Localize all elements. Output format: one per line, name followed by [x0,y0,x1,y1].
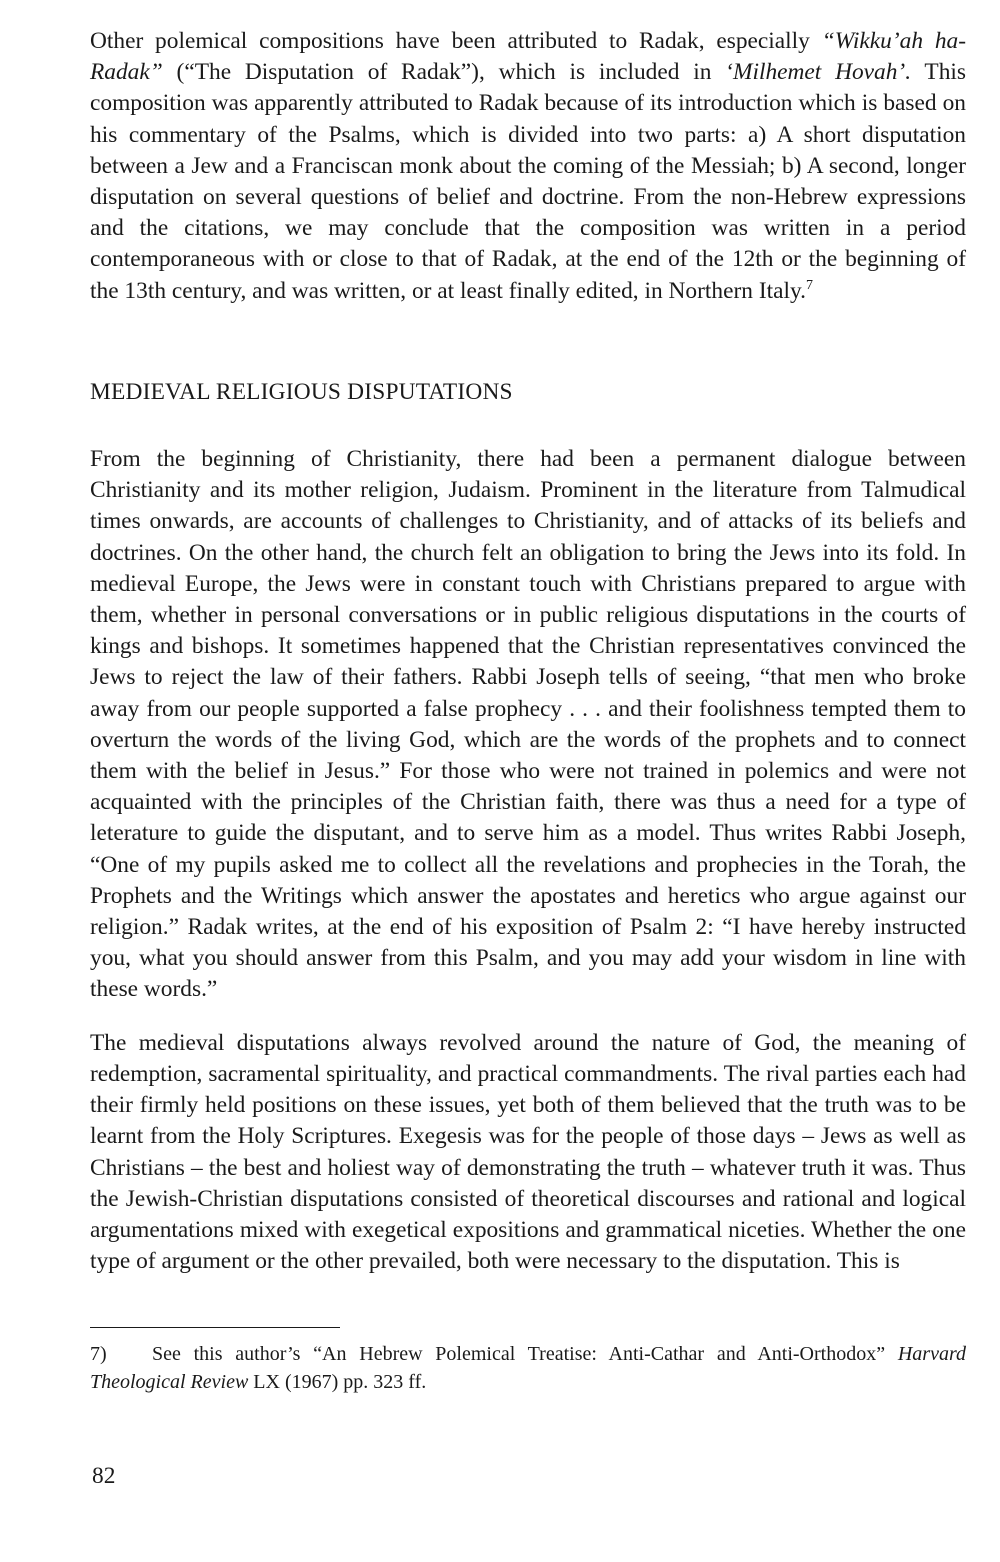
paragraph-radak-attributions [90,26,966,307]
page-number: 82 [92,1463,116,1489]
paragraph-disputations: The medieval disputations always revolved around the nature of God, the meaning of redemption, sacramental spirituality, and practical commandments. The rival parties each had their firmly held positions on these issues, yet both of them believed that the truth was to be learnt from the Holy Scriptures. Exegesis was for the people of those days – Jews as well as Christians – the best and holiest way of demonstrating the truth – whatever truth it was. Thus the Jewish-Christian disputations consisted of theoretical discourses and rational and logical argumentations mixed with exegetical expositions and grammatical niceties. Whether the one type of argument or the other prevailed, both were necessary to the disputation. This is [90,1029,966,1275]
footnote-text-end: LX (1967) pp. 323 ff. [248,1371,427,1394]
footnote-number: 7) [90,1343,107,1366]
section-heading: MEDIEVAL RELIGIOUS DISPUTATIONS [90,378,513,405]
italic-title: “Wikku’ah ha-Radak” [90,28,967,86]
footnote-text: See this author’s “An Hebrew Polemical Treatise: Anti-Cathar and Anti-Orthodox” [152,1343,898,1366]
footnote-marker: 7 [806,277,814,293]
journal-title: Harvard Theological Review [90,1343,966,1394]
text-segment: This composition was apparently attributed to Radak because of its introduction which is based on his commentary of the Psalms, which is divided into two parts: a) A short disputation between a Jew and a Franciscan monk about the coming of the Messiah; b) A second, longer disputation on several questions of belief and doctrine. From the non-Hebrew expressions and the citations, we may conclude that the composition was written in a period contemporaneous with or close to that of Radak, at the end of the 12th or the beginning of the 13th century, and was written, or at least finally edited, in Northern Italy. [90,59,966,304]
text-segment: (“The Disputation of Radak”), which is included in [162,59,726,86]
italic-title: ‘Milhemet Hovah’. [725,59,912,86]
page-body [90,26,966,1396]
text-segment: Other polemical compositions have been attributed to Radak, especially [90,28,822,54]
footnote-divider [90,1327,340,1328]
footnote [90,1340,966,1396]
paragraph-dialogue: From the beginning of Christianity, there had been a permanent dialogue between Christianity and its mother religion, Judaism. Prominent in the literature from Talmudical times onwards, are accounts of challenges to Christianity, and of attacks of its beliefs and doctrines. On the other hand, the church felt an obligation to bring the Jews into its fold. In medieval Europe, the Jews were in constant touch with Christians prepared to argue with them, whether in personal conversations or in public religious disputations in the courts of kings and bishops. It sometimes happened that the Christian representatives convinced the Jews to reject the law of their fathers. Rabbi Joseph tells of seeing, “that men who broke away from our people supported a false prophecy . . . and their foolishness tempted them to overturn the words of the living God, which are the words of the prophets and to connect them with the belief in Jesus.” For those who were not trained in polemics and were not acquainted with the principles of the Christian faith, there was thus a need for a type of leterature to guide the disputant, and to serve him as a model. Thus writes Rabbi Joseph, “One of my pupils asked me to collect all the revelations and prophecies in the Torah, the Prophets and the Writings which answer the apostates and heretics who argue against our religion.” Radak writes, at the end of his exposition of Psalm 2: “I have hereby instructed you, what you should answer from this Psalm, and you may add your wisdom in line with these words.” [90,446,966,1003]
